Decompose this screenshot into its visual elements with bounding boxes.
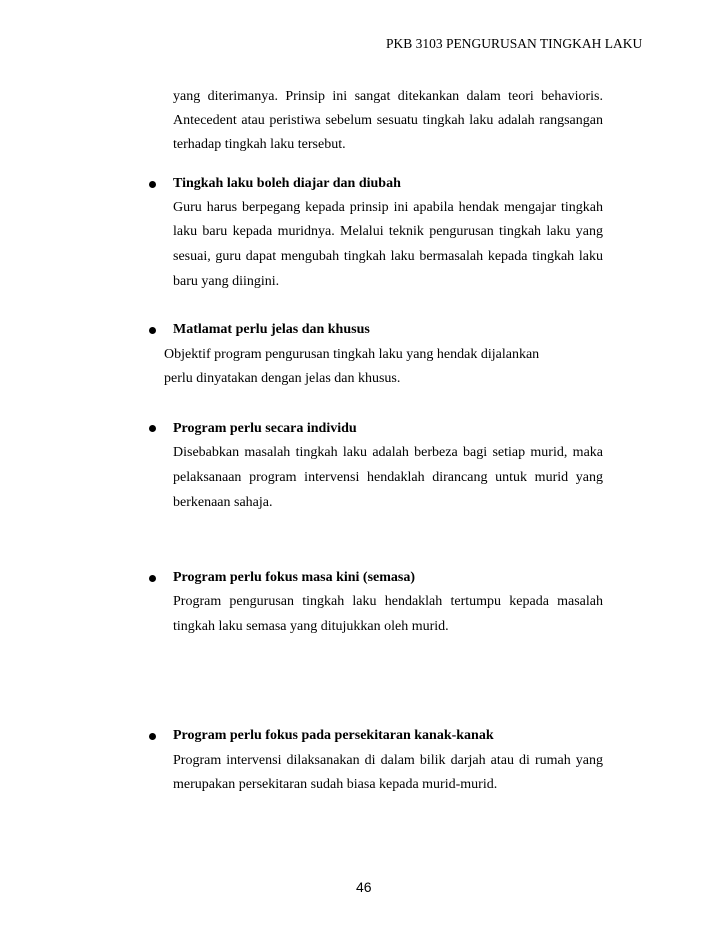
bullet-icon — [149, 327, 156, 334]
bullet-icon — [149, 425, 156, 432]
paragraph-line: Program pengurusan tingkah laku hendaklah tertumpu kepada masalah — [173, 594, 603, 609]
paragraph-line: Antecedent atau peristiwa sebelum sesuatu tingkah laku adalah rangsangan — [173, 113, 603, 128]
paragraph-line: baru yang diingini. — [173, 274, 280, 289]
paragraph-line: berkenaan sahaja. — [173, 495, 273, 510]
section-heading: Matlamat perlu jelas dan khusus — [173, 322, 370, 337]
paragraph-line: yang diterimanya. Prinsip ini sangat ditekankan dalam teori behavioris. — [173, 89, 603, 104]
section-heading: Tingkah laku boleh diajar dan diubah — [173, 176, 401, 191]
paragraph-line: sesuai, guru dapat mengubah tingkah laku bermasalah kepada tingkah laku — [173, 249, 603, 264]
paragraph-line: tingkah laku semasa yang ditujukkan oleh murid. — [173, 619, 449, 634]
paragraph-line: merupakan persekitaran sudah biasa kepada murid-murid. — [173, 777, 498, 792]
bullet-icon — [149, 181, 156, 188]
bullet-icon — [149, 575, 156, 582]
section-heading: Program perlu fokus masa kini (semasa) — [173, 570, 416, 585]
paragraph-line: Guru harus berpegang kepada prinsip ini apabila hendak mengajar tingkah — [173, 200, 603, 215]
section-heading: Program perlu secara individu — [173, 421, 357, 436]
paragraph-line: terhadap tingkah laku tersebut. — [173, 137, 346, 152]
paragraph-line: Objektif program pengurusan tingkah laku yang hendak dijalankan — [164, 347, 540, 362]
section-heading: Program perlu fokus pada persekitaran kanak-kanak — [173, 728, 494, 743]
paragraph-line: perlu dinyatakan dengan jelas dan khusus. — [164, 371, 401, 386]
paragraph-line: Program intervensi dilaksanakan di dalam bilik darjah atau di rumah yang — [173, 753, 603, 768]
page-number: 46 — [356, 879, 372, 895]
paragraph-line: laku baru kepada muridnya. Melalui teknik pengurusan tingkah laku yang — [173, 224, 603, 239]
page-header: PKB 3103 PENGURUSAN TINGKAH LAKU — [386, 36, 643, 51]
bullet-icon — [149, 733, 156, 740]
paragraph-line: Disebabkan masalah tingkah laku adalah berbeza bagi setiap murid, maka — [173, 445, 603, 460]
paragraph-line: pelaksanaan program intervensi hendaklah dirancang untuk murid yang — [173, 470, 603, 485]
